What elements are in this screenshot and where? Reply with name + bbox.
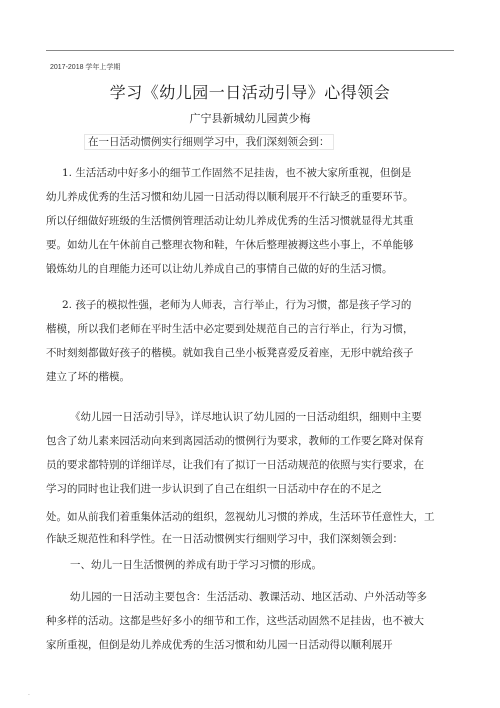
body-line: 种多样的活动。这都是些好多小的细节和工作，这些活动固然不足挂齿，也不被大 — [46, 615, 424, 627]
body-line: 处。如从前我们着重集体活动的组织，忽视幼儿习惯的养成，生活环节任意性大，工 — [46, 511, 435, 523]
body-line: 锻炼幼儿的自理能力还可以让幼儿养成自己的事情自己做的好的生活习惯。 — [46, 263, 393, 275]
body-line: 幼儿园的一日活动主要包含：生活活动、教课活动、地区活动、户外活动等多 — [70, 591, 427, 603]
section-heading: 一、幼儿一日生活惯例的养成有助于学习习惯的形成。 — [70, 559, 322, 571]
body-line: 2. 孩子的模拟性强，老师为人师表，言行举止，行为习惯，都是孩子学习的 — [62, 299, 412, 311]
author-line: 广宁县新城幼儿园黄少梅 — [189, 112, 311, 125]
body-line: 要。如幼儿在午休前自己整理衣物和鞋，午休后整理被褥这些小事上，不单能够 — [46, 239, 414, 251]
body-line: 建立了坏的楷模。 — [46, 371, 130, 383]
body-line: 作缺乏规范性和科学性。在一日活动惯例实行细则学习中，我们深刻领会到： — [46, 533, 403, 545]
school-year-label: 2017-2018 学年上学期 — [50, 64, 121, 71]
body-line: 楷模，所以我们老师在平时生活中必定要到处规范自己的言行举止，行为习惯， — [46, 323, 414, 335]
body-line: 包含了幼儿素来园活动向来到离园活动的惯例行为要求，教师的工作要乞降对保育 — [46, 435, 424, 447]
body-line: 1. 生活活动中好多小的细节工作固然不足挂齿，也不被大家所重视，但倒是 — [62, 167, 412, 179]
body-line: 不时刻刻都做好孩子的楷模。就如我自己坐小板凳喜爱反着座，无形中就给孩子 — [46, 347, 414, 359]
body-line: 《幼儿园一日活动引导》，详尽地认识了幼儿园的一日活动组织，细则中主要 — [70, 411, 422, 423]
body-line: 所以仔细做好班级的生活惯例管理活动让幼儿养成优秀的生活习惯就显得尤其重 — [46, 215, 414, 227]
body-line: 幼儿养成优秀的生活习惯和幼儿园一日活动得以顺利展开不行缺乏的重要环节。 — [46, 191, 414, 203]
header-rule — [46, 50, 454, 51]
body-line: 员的要求都特别的详细详尽，让我们有了拟订一日活动规范的依照与实行要求，在 — [46, 459, 424, 471]
page-title: 学习《幼儿园一日活动引导》心得领会 — [109, 83, 391, 102]
body-line: 家所重视，但倒是幼儿养成优秀的生活习惯和幼儿园一日活动得以顺利展开 — [46, 639, 393, 651]
body-line: 学习的同时也让我们进一步认识到了自己在组织一日活动中存在的不足之 — [46, 483, 382, 495]
intro-line: 在一日活动惯例实行细则学习中，我们深刻领会到： — [84, 134, 334, 150]
corner-mark: . — [28, 690, 30, 697]
